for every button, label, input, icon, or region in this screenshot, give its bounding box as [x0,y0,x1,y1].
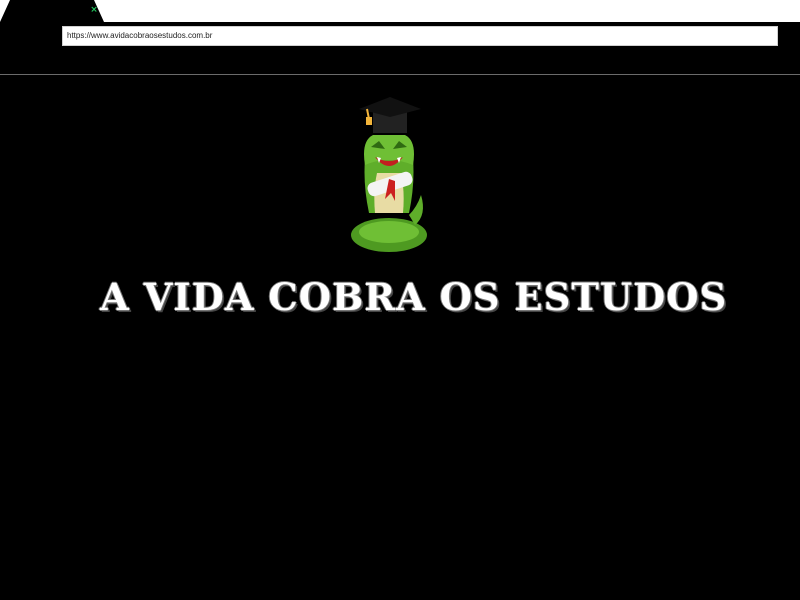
browser-toolbar [0,22,800,74]
graduation-cobra-icon [345,95,435,260]
cobra-logo-graphic [345,95,435,260]
address-bar[interactable]: https://www.avidacobraosestudos.com.br [62,26,778,46]
page-content [0,75,800,600]
tab-close-icon[interactable]: × [90,5,98,15]
tab-strip [0,0,800,22]
site-title: A VIDA COBRA OS ESTUDOS [100,275,728,319]
browser-tab[interactable] [0,0,104,22]
